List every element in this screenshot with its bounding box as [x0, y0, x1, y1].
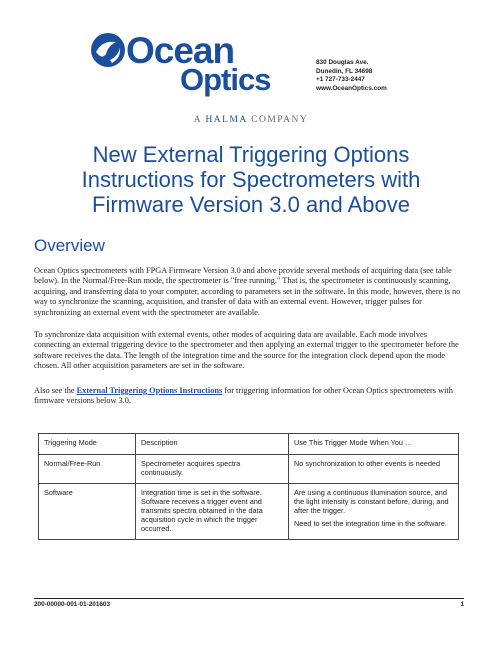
external-triggering-link[interactable]: External Triggering Options Instructions [76, 386, 223, 395]
table-cell-description: Spectrometer acquires spectra continuously. [136, 455, 289, 484]
contact-block [316, 59, 446, 93]
title-line-2: Instructions for Spectrometers with [81, 167, 421, 192]
footer-divider [34, 598, 464, 599]
contact-city: Dunedin, FL 34698 [316, 67, 373, 75]
overview-paragraph-1: Ocean Optics spectrometers with FPGA Firmware Version 3.0 and above provide several methods of acquiring data (see table below). In the Normal/Free-Run mode, the spectrometer is "free running." That is, the spectrometer is continuously scanning, acquiring, and transferring data to your computer, according to parameters set in the software. In this mode, however, there is no way to synchronize the scanning, acquisition, and transfer of data with an external event. However, trigger pulses for synchronizing an external event with the spectrometer are available. [34, 266, 461, 317]
logo-word-optics: Optics [180, 62, 271, 97]
halma-brand: HALMA [205, 115, 248, 125]
use-item: Are using a continuous illumination source, and the light intensity is constant before, during, and after the trigger. [294, 488, 449, 515]
logo-word-ocean: Ocean [126, 30, 235, 71]
logo-swirl-icon [88, 30, 128, 70]
section-title-overview: Overview [34, 236, 105, 255]
contact-address: 830 Douglas Ave. [316, 59, 369, 66]
overview-paragraph-2: To synchronize data acquisition with external events, other modes of acquiring data are available. Each mode involves connecting an external triggering device to the spectrometer and then applying an external trigger to the spectrometer before the software receives the data. The length of the integration time and the source for the integration clock depend upon the mode chosen. All other acquisition parameters are set in the software. [34, 330, 459, 371]
halma-pre: A [193, 115, 206, 125]
use-item: Need to set the integration time in the software. [294, 519, 447, 528]
document-title [0, 142, 502, 217]
table-header-row [39, 434, 459, 455]
footer-doc-number: 200-00000-001-01-201603 [34, 601, 111, 608]
triggering-modes-table [38, 433, 459, 540]
table-cell-mode: Software [39, 484, 136, 540]
table-cell-mode: Normal/Free-Run [39, 455, 136, 484]
table-header-use: Use This Trigger Mode When You … [289, 434, 459, 455]
title-line-3: Firmware Version 3.0 and Above [92, 192, 410, 217]
table-row [39, 484, 459, 540]
table-cell-description: Integration time is set in the software. Software receives a trigger event and transmits spectra obtained in the data acquisition cycle in which the trigger occurred. [136, 484, 289, 540]
title-line-1: New External Triggering Options [92, 142, 410, 167]
ocean-optics-logo [88, 30, 318, 100]
table-header-mode: Triggering Mode [39, 434, 136, 455]
table-cell-use [289, 484, 459, 540]
halma-tagline [0, 115, 502, 125]
footer-page-number: 1 [460, 601, 464, 608]
contact-phone: +1 727-733-2447 [316, 76, 365, 84]
para3-pre: Also see the [34, 386, 77, 395]
contact-website: www.OceanOptics.com [316, 84, 387, 92]
use-item: No synchronization to other events is needed [294, 459, 441, 468]
table-header-description: Description [136, 434, 289, 455]
para3-post: for triggering information for other Ocean Optics spectrometers with firmware versions below 3.0. [34, 386, 453, 406]
halma-post: COMPANY [247, 115, 309, 125]
overview-paragraph-3 [34, 386, 462, 407]
table-cell-use [289, 455, 459, 484]
table-row [39, 455, 459, 484]
